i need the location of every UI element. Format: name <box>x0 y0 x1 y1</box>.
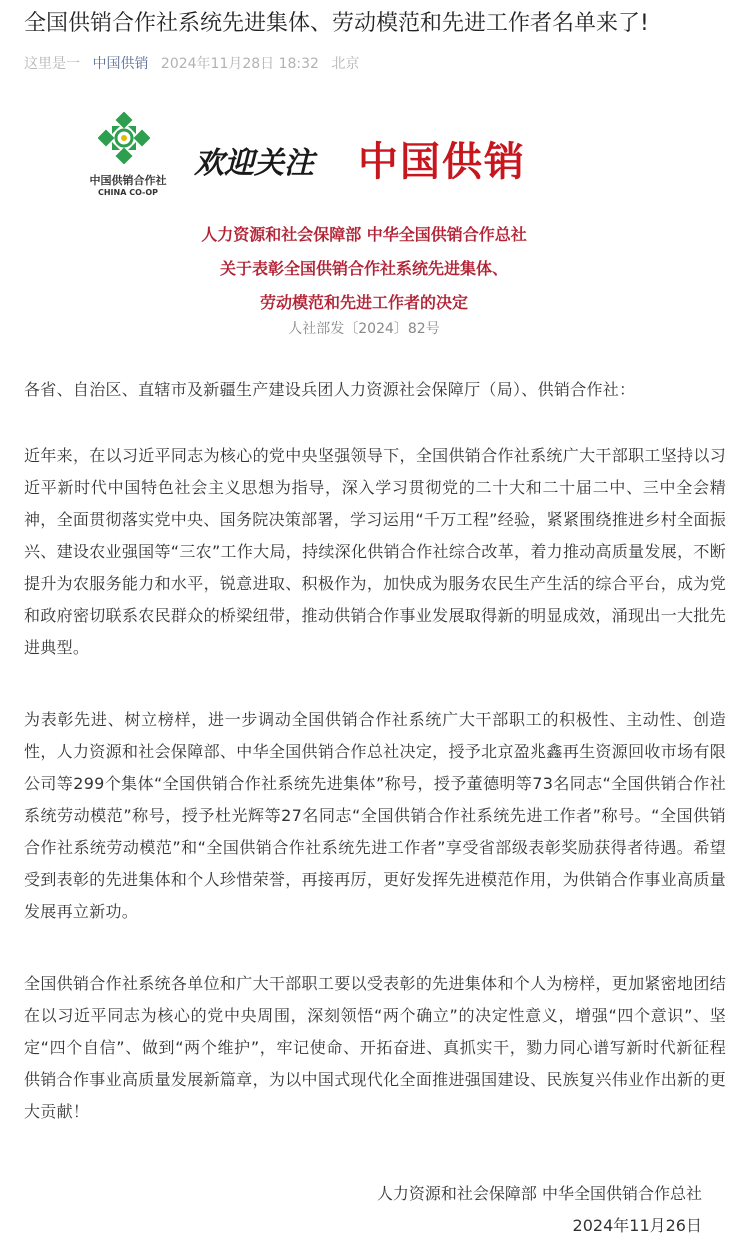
logo-chinese-text: 中国供销合作社 <box>89 174 167 187</box>
body-paragraph-2: 为表彰先进、树立榜样，进一步调动全国供销合作社系统广大干部职工的积极性、主动性、创造性，人力资源和社会保障部、中华全国供销合作总社决定，授予北京盈兆鑫再生资源回收市场有限公司等299个集体“全国供销合作社系统先进集体”称号，授予董德明等73名同志“全国供销合作社系统劳动模范”称号，授予杜光辉等27名同志“全国供销合作社系统先进工作者”称号。“全国供销合作社系统劳动模范”和“全国供销合作社系统先进工作者”享受省部级表彰奖励获得者待遇。希望受到表彰的先进集体和个人珍惜荣誉，再接再厉，更好发挥先进模范作用，为供销合作事业高质量发展再立新功。 <box>24 710 726 921</box>
decision-title-line2: 劳动模范和先进工作者的决定 <box>259 293 468 312</box>
signature-date: 2024年11月26日 <box>572 1216 702 1235</box>
source-prefix: 这里是一 <box>24 56 80 72</box>
welcome-text: 欢迎关注 <box>194 146 314 181</box>
body-paragraph-3: 全国供销合作社系统各单位和广大干部职工要以受表彰的先进集体和个人为榜样，更加紧密地团结在以习近平同志为核心的党中央周围，深刻领悟“两个确立”的决定性意义，增强“四个意识”、坚定“四个自信”、做到“两个维护”，牢记使命、开拓奋进、真抓实干，勠力同心谱写新时代新征程供销合作事业高质量发展新篇章，为以中国式现代化全面推进强国建设、民族复兴伟业作出新的更大贡献！ <box>24 974 726 1121</box>
logo-english-text: CHINA CO-OP <box>97 188 159 197</box>
article-title: 全国供销合作社系统先进集体、劳动模范和先进工作者名单来了! <box>24 11 649 36</box>
publish-location: 北京 <box>331 56 360 72</box>
brand-name: 中国供销 <box>358 138 526 185</box>
publish-datetime: 2024年11月28日 18:32 <box>160 56 319 72</box>
decision-title-line1: 关于表彰全国供销合作社系统先进集体、 <box>219 259 508 278</box>
account-name-link[interactable]: 中国供销 <box>92 56 149 72</box>
body-paragraph-1: 近年来，在以习近平同志为核心的党中央坚强领导下，全国供销合作社系统广大干部职工坚持以习近平新时代中国特色社会主义思想为指导，深入学习贯彻党的二十大和二十届二中、三中全会精神，全面贯彻落实党中央、国务院决策部署，学习运用“千万工程”经验，紧紧围绕推进乡村全面振兴、建设农业强国等“三农”工作大局，持续深化供销合作社综合改革，着力推动高质量发展，不断提升为农服务能力和水平，锐意进取、积极作为，加快成为服务农民生产生活的综合平台，成为党和政府密切联系农民群众的桥梁纽带，推动供销合作事业发展取得新的明显成效，涌现出一大批先进典型。 <box>24 446 726 657</box>
china-coop-logo-icon <box>98 112 150 164</box>
address-line: 各省、自治区、直辖市及新疆生产建设兵团人力资源社会保障厅（局）、供销合作社： <box>24 380 636 399</box>
article-meta <box>24 52 367 76</box>
document-number: 人社部发〔2024〕82号 <box>288 321 440 337</box>
decision-issuers: 人力资源和社会保障部 中华全国供销合作总社 <box>201 225 527 244</box>
welcome-banner <box>76 112 596 202</box>
signature: 人力资源和社会保障部 中华全国供销合作总社 <box>376 1184 702 1203</box>
